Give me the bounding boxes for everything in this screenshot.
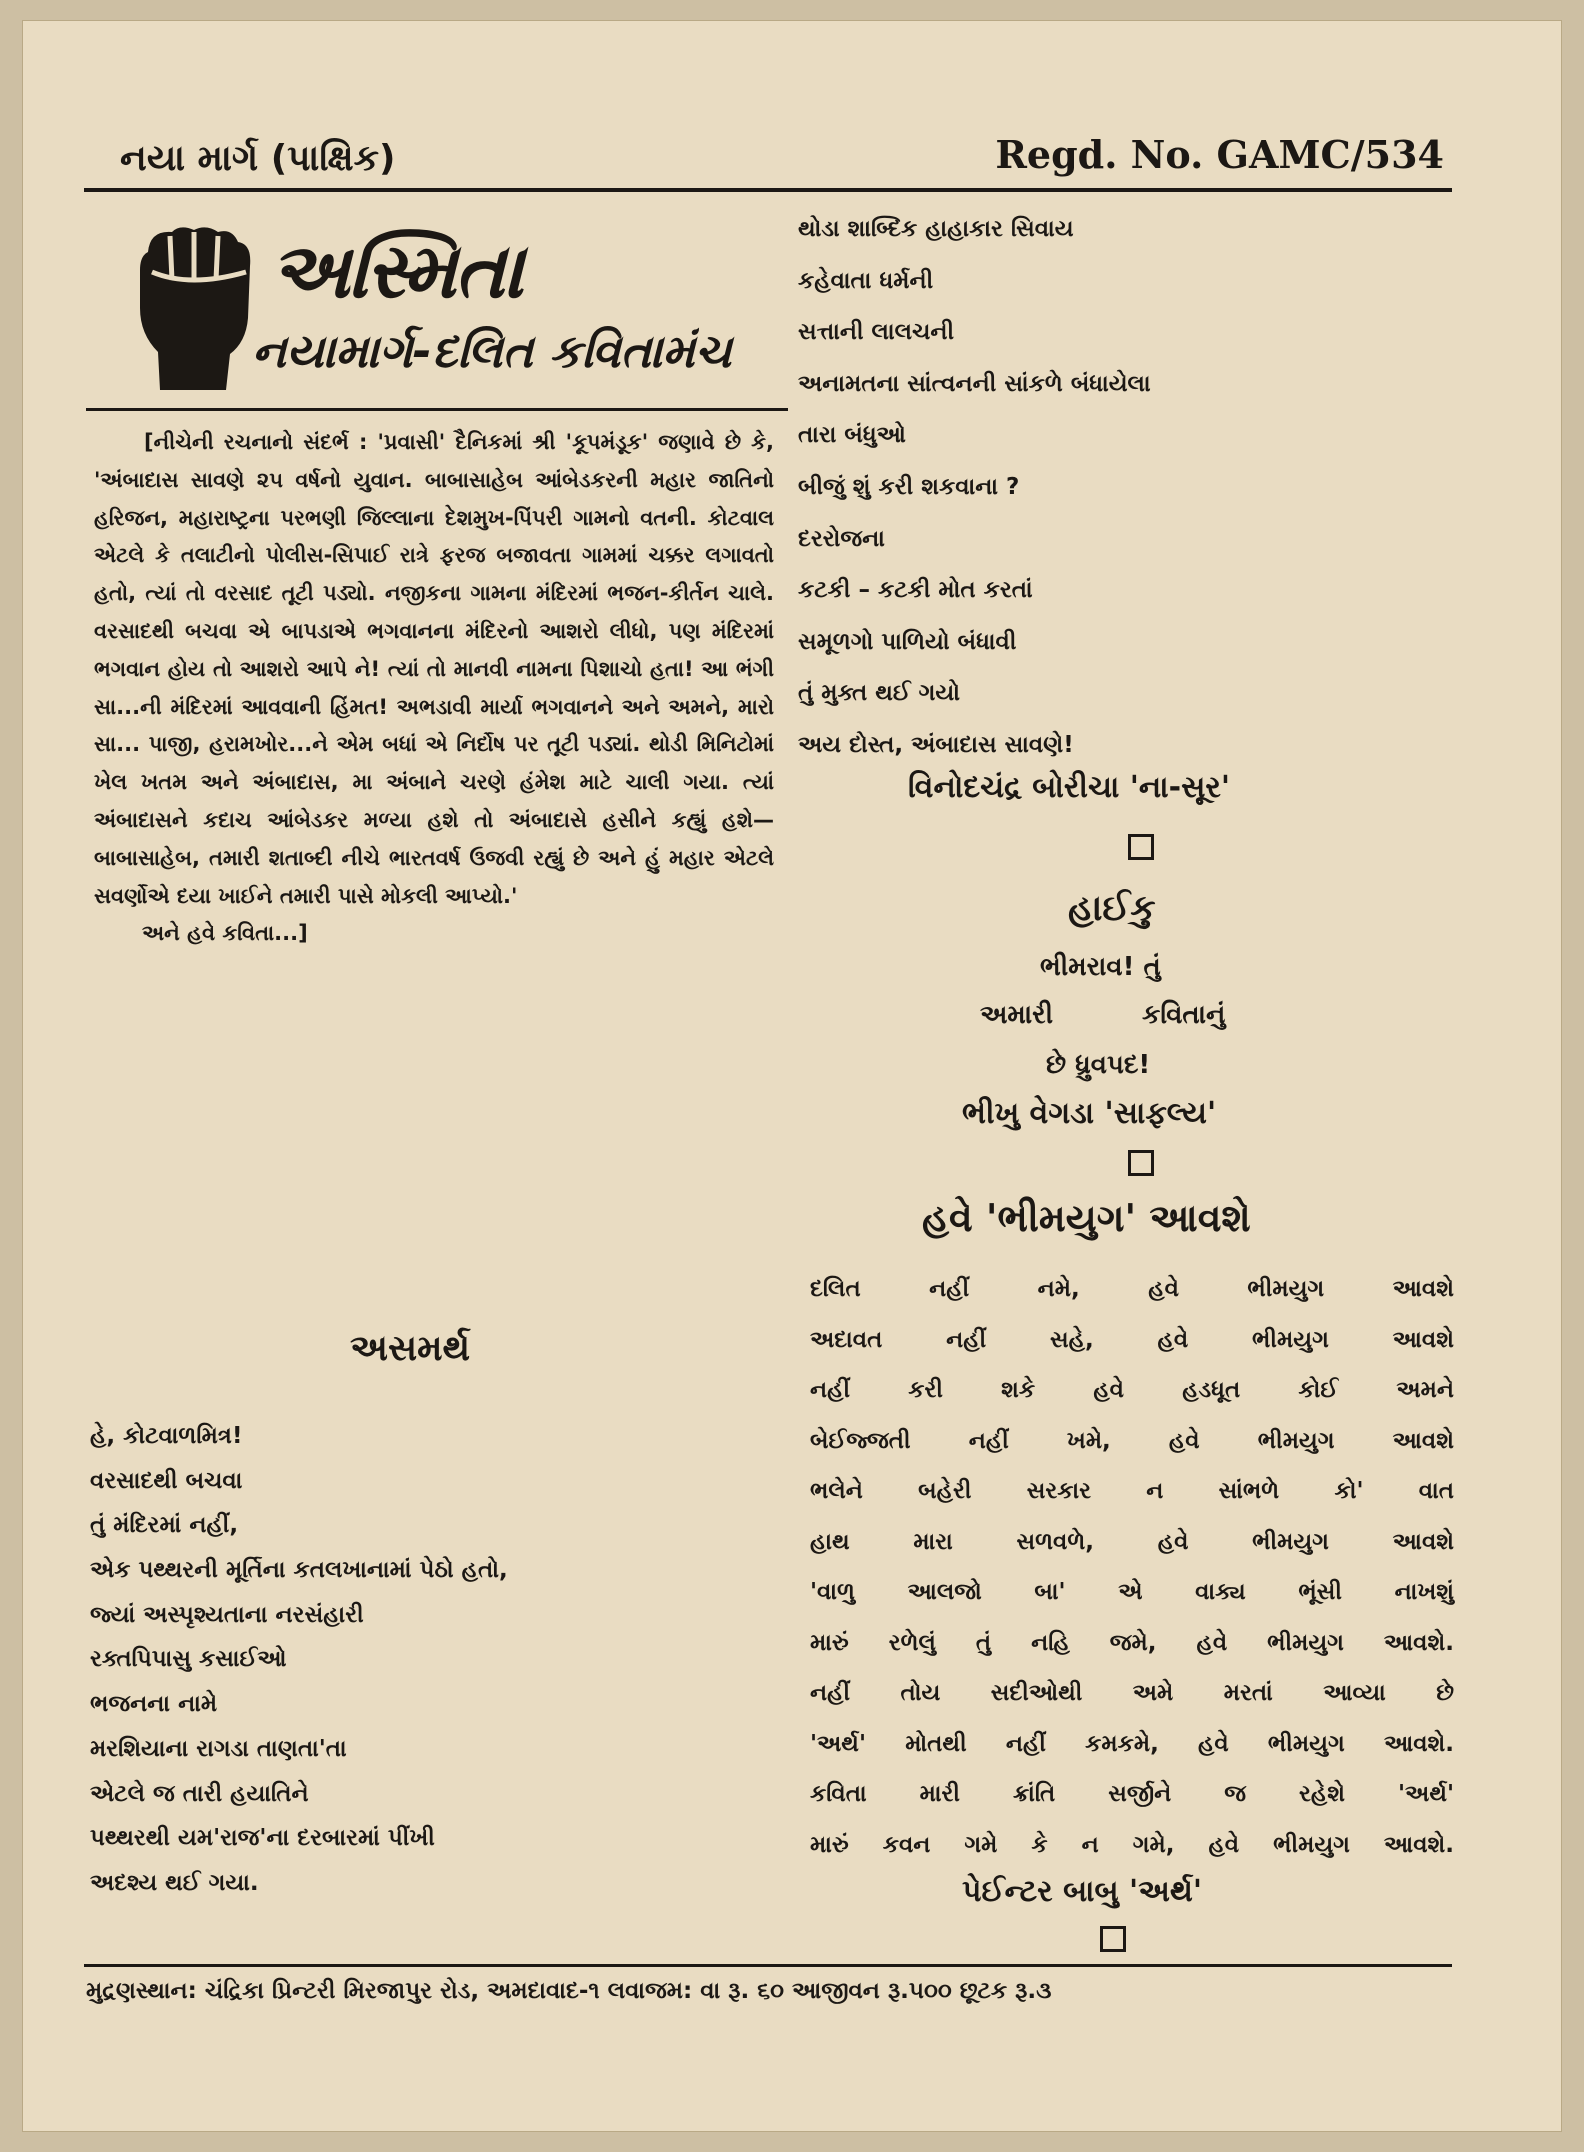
haiku-line-2a: અમારી (980, 1000, 1054, 1030)
poem-line: કટકી – કટકી મોત કરતાં (798, 577, 1033, 604)
poem-line: હે, કોટવાળમિત્ર! (90, 1423, 243, 1449)
section-separator (1128, 1150, 1154, 1176)
haiku-author: ભીખુ વેગડા 'સાફલ્ય' (962, 1096, 1217, 1131)
haiku-title: હાઈકુ (1068, 888, 1156, 929)
poem-line: ભજનના નામે (90, 1691, 218, 1718)
poem-line: નહીં કરી શકે હવે હડધૂત કોઈ અમને (810, 1377, 1454, 1403)
poem-line: ભલેને બહેરી સરકાર ન સાંભળે કો' વાત (810, 1478, 1454, 1504)
poem-line: બેઈજ્જતી નહીં ખમે, હવે ભીમયુગ આવશે (810, 1427, 1454, 1454)
asmita-logo (130, 222, 770, 412)
poem-line: દલિત નહીં નમે, હવે ભીમયુગ આવશે (810, 1276, 1454, 1302)
poem-line: મારું રળેલું તું નહિ જમે, હવે ભીમયુગ આવશે. (810, 1629, 1454, 1656)
haiku-line-2b: કવિતાનું (1142, 1000, 1226, 1030)
poem-author-borichaa: વિનોદચંદ્ર બોરીચા 'ના-સૂર' (908, 770, 1231, 805)
section-separator (1100, 1926, 1126, 1952)
poem-line: મરશિયાના રાગડા તાણતા'તા (90, 1735, 347, 1762)
section-separator (1128, 834, 1154, 860)
poem-line: વરસાદથી બચવા (90, 1467, 243, 1494)
poem-line: એક પથ્થરની મૂર્તિના કતલખાનામાં પેઠો હતો, (90, 1557, 508, 1584)
poem-line: સત્તાની લાલચની (798, 319, 955, 346)
poem-line: જ્યાં અસ્પૃશ્યતાના નરસંહારી (90, 1601, 364, 1628)
logo-title: અસ્મિતા (270, 226, 522, 315)
poem-line: પથ્થરથી યમ'રાજ'ના દરબારમાં પીંખી (90, 1825, 435, 1852)
poem-line: મારું કવન ગમે કે ન ગમે, હવે ભીમયુગ આવશે. (810, 1831, 1454, 1858)
poem-line: અનામતના સાંત્વનની સાંકળે બંધાયેલા (798, 370, 1151, 397)
poem-line: 'અર્થ' મોતથી નહીં કમકમે, હવે ભીમયુગ આવશે. (810, 1730, 1454, 1757)
poem-line: તું મંદિરમાં નહીં, (90, 1512, 239, 1539)
poem-asamarth (90, 1414, 790, 1906)
poem-line: તું મુક્ત થઈ ગયો (798, 680, 961, 707)
intro-tail: અને હવે કવિતા...] (142, 921, 308, 946)
poem-line: તારા બંધુઓ (798, 422, 906, 449)
header-divider (84, 188, 1452, 192)
column-divider (86, 408, 788, 411)
poem-line: કહેવાતા ધર્મની (798, 267, 934, 294)
poem-line: હાથ મારા સળવળે, હવે ભીમયુગ આવશે (810, 1528, 1454, 1555)
poem-line: બીજું શું કરી શકવાના ? (798, 473, 1020, 500)
registration-number: Regd. No. GAMC/534 (995, 132, 1444, 177)
publication-name: નયા માર્ગ (પાક્ષિક) (120, 138, 396, 179)
poem-line: દરરોજના (798, 525, 885, 552)
poem-title-bhimyug: હવે 'ભીમયુગ' આવશે (922, 1196, 1251, 1240)
poem-line: નહીં તોય સદીઓથી અમે મરતાં આવ્યા છે (810, 1680, 1454, 1706)
poem-line: રક્તપિપાસુ કસાઈઓ (90, 1646, 287, 1673)
haiku-line-1: ભીમરાવ! તું (1040, 952, 1161, 982)
footer-divider (84, 1964, 1452, 1967)
poem-line: અદશ્ય થઈ ગયા. (90, 1869, 259, 1896)
raised-fist-icon (130, 222, 260, 392)
poem-line: સમૂળગો પાળિયો બંધાવી (798, 628, 1017, 655)
poem-line: અદાવત નહીં સહે, હવે ભીમયુગ આવશે (810, 1326, 1454, 1353)
footer-imprint: મુદ્રણસ્થાન: ચંદ્રિકા પ્રિન્ટરી મિરજાપુર રોડ, અમદાવાદ-૧ લવાજમ: વા રૂ. ૬૦ આજીવન રૂ.૫૦૦ છૂટક રૂ.૩ (86, 1978, 1052, 2004)
poem-line: 'વાળુ આલજો બા' એ વાક્ય ભૂંસી નાખશું (810, 1579, 1454, 1605)
poem-author-arth: પેઈન્ટર બાબુ 'અર્થ' (962, 1874, 1203, 1909)
left-column (94, 424, 774, 946)
poem-bhimyug (810, 1264, 1454, 1870)
logo-subtitle: નયામાર્ગ-દલિત કવિતામંચ (252, 324, 732, 378)
poem-line: કવિતા મારી ક્રાંતિ સર્જીને જ રહેશે 'અર્થ' (810, 1781, 1454, 1807)
poem-line: એટલે જ તારી હયાતિને (90, 1780, 309, 1807)
right-column (798, 204, 1458, 772)
poem-line: થોડા શાબ્દિક હાહાકાર સિવાય (798, 216, 1074, 242)
poem-title-asamarth: અસમર્થ (350, 1328, 471, 1369)
intro-paragraph: [નીચેની રચનાનો સંદર્ભ : 'પ્રવાસી' દૈનિકમાં શ્રી 'કૂપમંડૂક' જણાવે છે કે, 'અંબાદાસ સાવણે ૨૫ વર્ષનો યુવાન. બાબાસાહેબ આંબેડકરની મહાર જાતિનો હરિજન, મહારાષ્ટ્રના પરભણી જિલ્લાના દેશમુખ-પિંપરી ગામનો વતની. કોટવાલ એટલે કે તલાટીનો પોલીસ-સિપાઈ રાત્રે ફરજ બજાવતા ગામમાં ચક્કર લગાવતો હતો, ત્યાં તો વરસાદ તૂટી પડ્યો. નજીકના ગામના મંદિરમાં ભજન-કીર્તન ચાલે. વરસાદથી બચવા એ બાપડાએ ભગવાનના મંદિરનો આશરો લીધો, પણ મંદિરમાં ભગવાન હોય તો આશરો આપે ને! ત્યાં તો માનવી નામના પિશાચો હતા! આ ભંગી સા...ની મંદિરમાં આવવાની હિંમત! અભડાવી માર્યા ભગવાનને અને અમને, મારો સા... પાજી, હરામખોર...ને એમ બધાં એ નિર્દોષ પર તૂટી પડ્યાં. થોડી મિનિટોમાં ખેલ ખતમ અને અંબાદાસ, મા અંબાને ચરણે હંમેશ માટે ચાલી ગયા. ત્યાં અંબાદાસને કદાચ આંબેડકર મળ્યા હશે તો અંબાદાસે હસીને કહ્યું હશે—બાબાસાહેબ, તમારી શતાબ્દી નીચે ભારતવર્ષ ઉજવી રહ્યું છે અને હું મહાર એટલે સવર્ણોએ દયા ખાઈને તમારી પાસે મોકલી આપ્યો.' (94, 430, 774, 908)
poem-line: અય દોસ્ત, અંબાદાસ સાવણે! (798, 731, 1074, 758)
poem-asamarth-continued (798, 204, 1458, 772)
haiku-line-3: છે ધ્રુવપદ! (1046, 1050, 1151, 1080)
